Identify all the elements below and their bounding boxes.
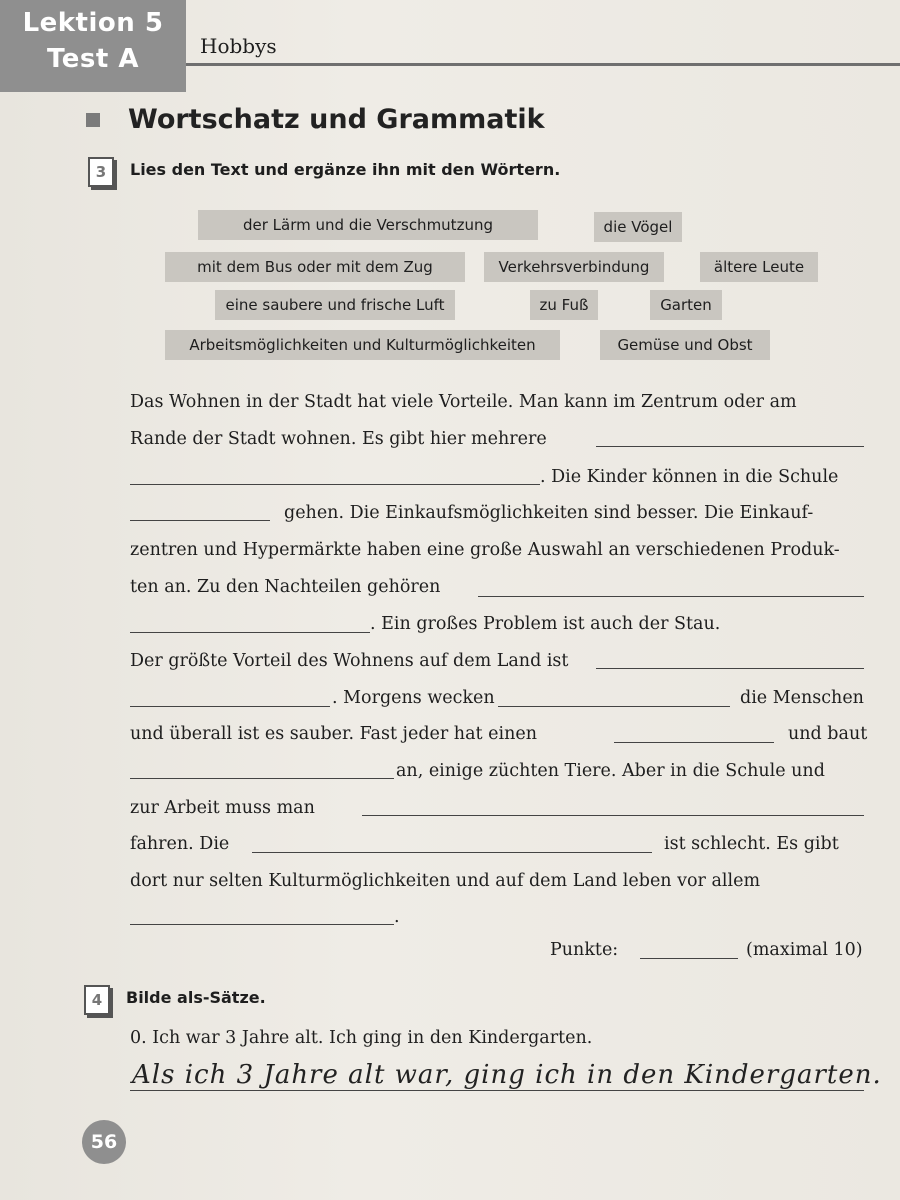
answer-blank[interactable]	[130, 632, 370, 633]
answer-blank[interactable]	[478, 596, 864, 597]
test-label: Test A	[47, 44, 139, 74]
answer-blank[interactable]	[498, 706, 730, 707]
text-line: . Ein großes Problem ist auch der Stau.	[370, 614, 721, 634]
answer-blank[interactable]	[362, 815, 864, 816]
word-chip: eine saubere und frische Luft	[215, 290, 455, 320]
word-chip: der Lärm und die Verschmutzung	[198, 210, 538, 240]
answer-blank[interactable]	[130, 1090, 864, 1091]
text-line: an, einige züchten Tiere. Aber in die Schule und	[396, 761, 825, 781]
example-sentence: 0. Ich war 3 Jahre alt. Ich ging in den Kindergarten.	[130, 1028, 593, 1048]
lesson-label: Lektion 5	[22, 8, 164, 38]
section-title: Wortschatz und Grammatik	[128, 104, 545, 135]
word-chip: Gemüse und Obst	[600, 330, 770, 360]
answer-blank[interactable]	[252, 852, 652, 853]
points-blank[interactable]	[640, 958, 738, 959]
text-line: dort nur selten Kulturmöglichkeiten und auf dem Land leben vor allem	[130, 871, 761, 891]
text-line: ist schlecht. Es gibt	[664, 834, 839, 854]
word-chip: Arbeitsmöglichkeiten und Kulturmöglichkeiten	[165, 330, 560, 360]
text-line: ten an. Zu den Nachteilen gehören	[130, 577, 441, 597]
task-4-instruction: Bilde als-Sätze.	[126, 988, 266, 1007]
word-chip: mit dem Bus oder mit dem Zug	[165, 252, 465, 282]
text-line: . Die Kinder können in die Schule	[540, 467, 839, 487]
topic-label: Hobbys	[200, 34, 277, 58]
word-chip: die Vögel	[594, 212, 682, 242]
text-line: . Morgens wecken	[332, 688, 495, 708]
word-chip: Garten	[650, 290, 722, 320]
answer-blank[interactable]	[130, 520, 270, 521]
text-line: und überall ist es sauber. Fast jeder hat einen	[130, 724, 537, 744]
text-line: gehen. Die Einkaufsmöglichkeiten sind besser. Die Einkauf-	[284, 503, 814, 523]
answer-blank[interactable]	[596, 668, 864, 669]
text-line: zentren und Hypermärkte haben eine große Auswahl an verschiedenen Produk-	[130, 540, 840, 560]
points-label: Punkte:	[550, 940, 619, 960]
section-square-icon	[86, 113, 100, 127]
points-max: (maximal 10)	[746, 940, 863, 960]
lesson-badge	[0, 0, 186, 92]
answer-blank[interactable]	[614, 742, 774, 743]
word-chip: Verkehrsverbindung	[484, 252, 664, 282]
answer-blank[interactable]	[596, 446, 864, 447]
text-line: .	[394, 907, 400, 927]
text-line: Das Wohnen in der Stadt hat viele Vorteile. Man kann im Zentrum oder am	[130, 392, 797, 412]
text-line: die Menschen	[740, 688, 864, 708]
answer-blank[interactable]	[130, 484, 540, 485]
header-rule	[186, 63, 900, 66]
word-chip: ältere Leute	[700, 252, 818, 282]
page-number: 56	[82, 1120, 126, 1164]
example-answer-handwriting: Als ich 3 Jahre alt war, ging ich in den Kindergarten.	[132, 1060, 882, 1090]
word-chip: zu Fuß	[530, 290, 598, 320]
task-3-instruction: Lies den Text und ergänze ihn mit den Wörtern.	[130, 160, 561, 179]
text-line: fahren. Die	[130, 834, 230, 854]
answer-blank[interactable]	[130, 706, 330, 707]
task-number-4: 4	[84, 985, 110, 1015]
text-line: Der größte Vorteil des Wohnens auf dem Land ist	[130, 651, 569, 671]
task-number-3: 3	[88, 157, 114, 187]
answer-blank[interactable]	[130, 778, 394, 779]
answer-blank[interactable]	[130, 924, 394, 925]
text-line: Rande der Stadt wohnen. Es gibt hier mehrere	[130, 429, 547, 449]
text-line: zur Arbeit muss man	[130, 798, 315, 818]
text-line: und baut	[788, 724, 868, 744]
